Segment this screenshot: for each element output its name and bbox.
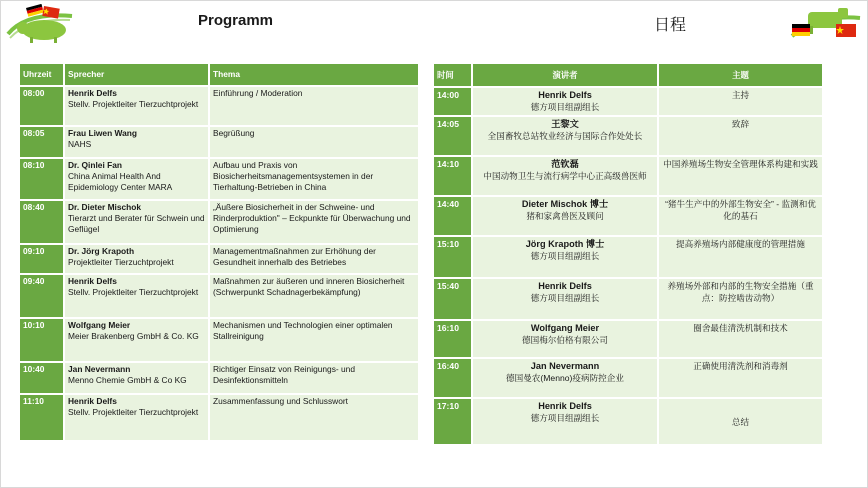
table-row	[20, 158, 418, 200]
speaker-cell	[64, 126, 209, 158]
speaker-role: Tierarzt und Berater für Schwein und Geflügel	[68, 213, 205, 234]
time-cell: 14:40	[434, 196, 472, 236]
speaker-name: Jan Nevermann	[68, 364, 131, 374]
time-cell: 16:10	[434, 320, 472, 358]
topic-cell: 中国养殖场生物安全管理体系构建和实践	[658, 156, 822, 196]
speaker-name: Dr. Jörg Krapoth	[68, 246, 135, 256]
time-cell: 08:00	[20, 86, 64, 126]
speaker-cell	[64, 318, 209, 362]
speaker-cell	[64, 244, 209, 274]
topic-cell: Richtiger Einsatz von Reinigungs- und Desinfektionsmitteln	[209, 362, 418, 394]
table-row	[434, 156, 822, 196]
column-header-time: 时间	[434, 64, 472, 87]
speaker-role: 德方项目组副组长	[530, 293, 600, 303]
speaker-cell	[64, 274, 209, 318]
speaker-name: Henrik Delfs	[538, 281, 592, 291]
column-header-topic: Thema	[209, 64, 418, 86]
speaker-cell	[472, 236, 658, 278]
speaker-name: Dr. Dieter Mischok	[68, 202, 142, 212]
topic-cell: „Äußere Biosicherheit in der Schweine- und Rinderproduktion" – Eckpunkte für Überwachung und Optimierung	[209, 200, 418, 244]
time-cell: 08:10	[20, 158, 64, 200]
schedule-table-cn	[434, 64, 822, 444]
speaker-role: Stellv. Projektleiter Tierzuchtprojekt	[68, 407, 199, 417]
topic-cell: 正确使用清洗剂和消毒剂	[658, 358, 822, 398]
time-cell: 15:40	[434, 278, 472, 320]
speaker-cell	[64, 362, 209, 394]
speaker-role: Menno Chemie GmbH & Co KG	[68, 375, 187, 385]
table-row	[20, 200, 418, 244]
table-row	[434, 358, 822, 398]
table-row	[20, 274, 418, 318]
table-row	[434, 196, 822, 236]
schedule-table-de	[20, 64, 418, 440]
page-title-de: Programm	[198, 12, 274, 29]
speaker-cell	[472, 156, 658, 196]
table-row	[20, 394, 418, 440]
speaker-cell	[472, 196, 658, 236]
speaker-cell	[472, 398, 658, 444]
topic-cell: 总结	[658, 398, 822, 444]
speaker-role: 德方项目组副组长	[530, 251, 600, 261]
topic-cell: “猪牛生产中的外部生物安全” - 监测和优化的基石	[658, 196, 822, 236]
time-cell: 10:40	[20, 362, 64, 394]
speaker-name: Jörg Krapoth 博士	[525, 239, 605, 249]
topic-cell: Begrüßung	[209, 126, 418, 158]
topic-cell: Einführung / Moderation	[209, 86, 418, 126]
topic-cell: Zusammenfassung und Schlusswort	[209, 394, 418, 440]
topic-cell: Aufbau und Praxis von Biosicherheitsmanagementsystemen in der Tierhaltung-Betrieben in China	[209, 158, 418, 200]
column-header-time: Uhrzeit	[20, 64, 64, 86]
speaker-cell	[472, 278, 658, 320]
table-row	[434, 278, 822, 320]
speaker-name: Henrik Delfs	[68, 276, 117, 286]
column-header-topic: 主题	[658, 64, 822, 87]
speaker-role: Projektleiter Tierzuchtprojekt	[68, 257, 174, 267]
speaker-role: 全国畜牧总站牧业经济与国际合作处处长	[487, 131, 643, 141]
time-cell: 11:10	[20, 394, 64, 440]
speaker-cell	[64, 86, 209, 126]
speaker-role: 猪和家禽兽医及顾问	[526, 211, 604, 221]
speaker-name: 王黎文	[551, 119, 579, 129]
table-header-row	[434, 64, 822, 87]
table-row	[20, 362, 418, 394]
speaker-role: Stellv. Projektleiter Tierzuchtprojekt	[68, 287, 199, 297]
topic-cell: Mechanismen und Technologien einer optimalen Stallreinigung	[209, 318, 418, 362]
column-header-speaker: Sprecher	[64, 64, 209, 86]
column-header-speaker: 演讲者	[472, 64, 658, 87]
table-row	[20, 86, 418, 126]
time-cell: 15:10	[434, 236, 472, 278]
speaker-name: Henrik Delfs	[68, 88, 117, 98]
table-row	[434, 236, 822, 278]
speaker-role: 德国曼农(Menno)疫病防控企业	[506, 373, 624, 383]
table-header-row	[20, 64, 418, 86]
speaker-role: China Animal Health And Epidemiology Center MARA	[68, 171, 173, 192]
time-cell: 08:40	[20, 200, 64, 244]
table-row	[434, 116, 822, 156]
table-row	[20, 244, 418, 274]
speaker-role: Stellv. Projektleiter Tierzuchtprojekt	[68, 99, 199, 109]
speaker-role: 德方项目组副组长	[530, 413, 600, 423]
speaker-role: 德方项目组副组长	[530, 102, 600, 112]
table-row	[434, 87, 822, 116]
cow-flags-logo	[790, 4, 862, 48]
speaker-name: Henrik Delfs	[538, 401, 592, 411]
pig-flags-logo	[6, 4, 76, 46]
speaker-role: Meier Brakenberg GmbH & Co. KG	[68, 331, 199, 341]
speaker-cell	[64, 200, 209, 244]
time-cell: 14:10	[434, 156, 472, 196]
time-cell: 08:05	[20, 126, 64, 158]
time-cell: 17:10	[434, 398, 472, 444]
topic-cell: Managementmaßnahmen zur Erhöhung der Gesundheit innerhalb des Betriebes	[209, 244, 418, 274]
speaker-cell	[472, 358, 658, 398]
speaker-name: Dieter Mischok 博士	[521, 199, 609, 209]
table-row	[20, 126, 418, 158]
topic-cell: 圈舍最佳清洗机制和技术	[658, 320, 822, 358]
speaker-cell	[64, 394, 209, 440]
speaker-role: 中国动物卫生与流行病学中心正高级兽医师	[483, 171, 647, 181]
speaker-role: NAHS	[68, 139, 92, 149]
topic-cell: Maßnahmen zur äußeren und inneren Biosicherheit (Schwerpunkt Schadnagerbekämpfung)	[209, 274, 418, 318]
speaker-name: Jan Nevermann	[530, 361, 600, 371]
speaker-cell	[472, 320, 658, 358]
time-cell: 09:40	[20, 274, 64, 318]
speaker-role: 德国梅尔伯格有限公司	[522, 335, 608, 345]
time-cell: 09:10	[20, 244, 64, 274]
page-title-cn: 日程	[654, 17, 687, 34]
topic-cell: 养殖场外部和内部的生物安全措施（重点：防控啮齿动物）	[658, 278, 822, 320]
topic-cell: 致辞	[658, 116, 822, 156]
speaker-cell	[472, 87, 658, 116]
speaker-name: Wolfgang Meier	[68, 320, 131, 330]
speaker-name: Dr. Qinlei Fan	[68, 160, 122, 170]
speaker-cell	[64, 158, 209, 200]
table-row	[20, 318, 418, 362]
speaker-name: 范钦磊	[551, 159, 579, 169]
time-cell: 10:10	[20, 318, 64, 362]
topic-cell: 提高养殖场内部健康度的管理措施	[658, 236, 822, 278]
topic-cell: 主持	[658, 87, 822, 116]
table-row	[434, 398, 822, 444]
speaker-name: Frau Liwen Wang	[68, 128, 138, 138]
speaker-cell	[472, 116, 658, 156]
speaker-name: Henrik Delfs	[538, 90, 592, 100]
speaker-name: Wolfgang Meier	[530, 323, 600, 333]
time-cell: 14:05	[434, 116, 472, 156]
time-cell: 14:00	[434, 87, 472, 116]
speaker-name: Henrik Delfs	[68, 396, 117, 406]
table-row	[434, 320, 822, 358]
time-cell: 16:40	[434, 358, 472, 398]
